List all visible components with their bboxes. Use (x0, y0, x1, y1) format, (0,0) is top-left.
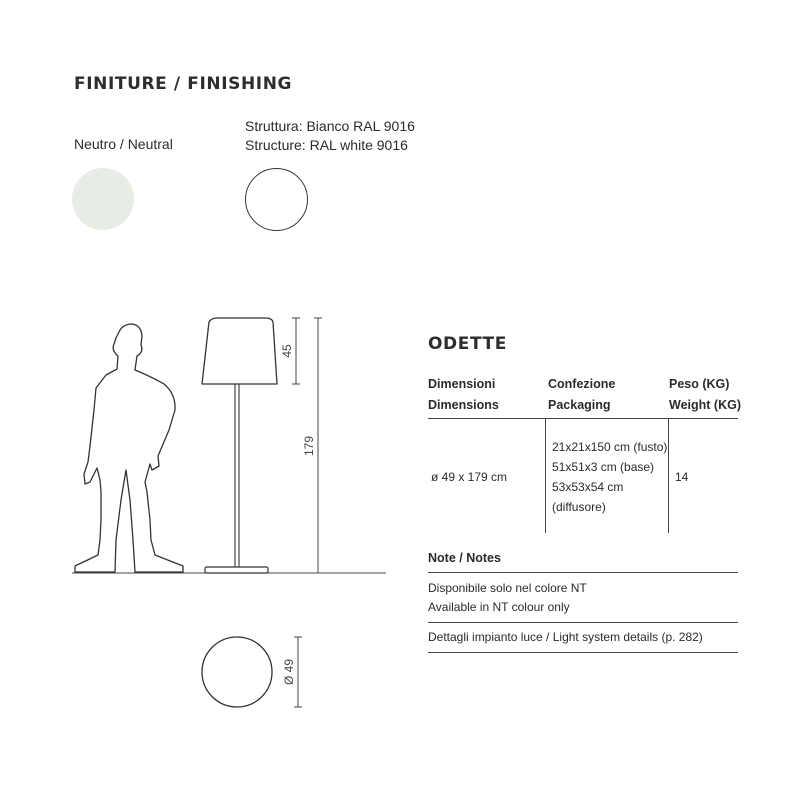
human-silhouette-icon (75, 324, 183, 572)
cell-dimensions: ø 49 x 179 cm (431, 470, 508, 484)
table-header-divider (428, 418, 738, 419)
structure-label-it: Struttura: Bianco RAL 9016 (245, 118, 415, 134)
cell-packaging-4: (diffusore) (552, 500, 606, 514)
product-name: ODETTE (428, 334, 507, 354)
notes-title: Note / Notes (428, 551, 501, 565)
header-dimensions-en: Dimensions (428, 398, 499, 412)
structure-label-en: Structure: RAL white 9016 (245, 137, 408, 153)
finishing-title: FINITURE / FINISHING (74, 74, 293, 94)
dim-shade-height-label: 45 (280, 344, 294, 358)
notes-divider-3 (428, 652, 738, 653)
lamp-base-icon (205, 567, 268, 573)
header-dimensions-it: Dimensioni (428, 377, 496, 391)
table-col-divider-1 (545, 418, 546, 533)
neutral-label: Neutro / Neutral (74, 136, 173, 152)
notes-divider-2 (428, 622, 738, 623)
note-line-1: Disponibile solo nel colore NT (428, 581, 587, 595)
top-view-circle (202, 637, 272, 707)
header-packaging-it: Confezione (548, 377, 616, 391)
header-packaging-en: Packaging (548, 398, 611, 412)
dim-total-height-label: 179 (302, 435, 316, 457)
cell-packaging-2: 51x51x3 cm (base) (552, 460, 655, 474)
header-weight-it: Peso (KG) (669, 377, 730, 391)
header-weight-en: Weight (KG) (669, 398, 741, 412)
dim-diameter-label: Ø 49 (282, 658, 296, 686)
cell-packaging-1: 21x21x150 cm (fusto) (552, 440, 668, 454)
cell-weight: 14 (675, 470, 689, 484)
lamp-shade-icon (202, 318, 277, 384)
cell-packaging-3: 53x53x54 cm (552, 480, 624, 494)
note-line-3: Dettagli impianto luce / Light system details (p. 282) (428, 630, 703, 644)
note-line-2: Available in NT colour only (428, 600, 570, 614)
notes-divider-1 (428, 572, 738, 573)
table-col-divider-2 (668, 418, 669, 533)
